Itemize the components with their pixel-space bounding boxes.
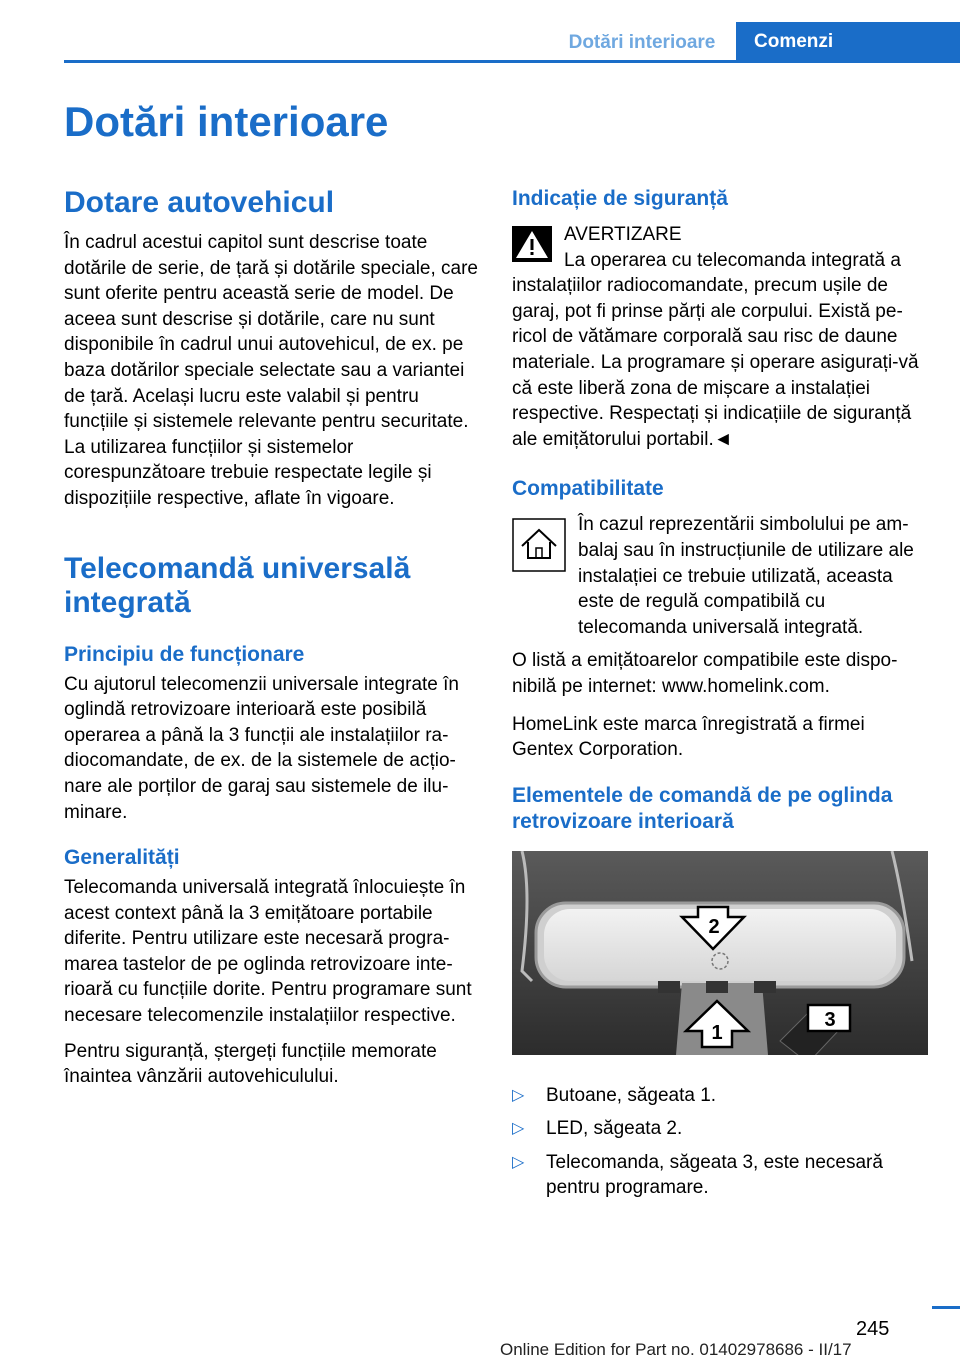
- page-title: Dotări interioare: [64, 98, 389, 145]
- list-item: ▷ Butoane, săgeata 1.: [512, 1083, 928, 1109]
- warning-title: AVERTIZARE: [564, 224, 682, 245]
- compatibility-text: În cazul reprezentării simbolului pe ambalaj sau în instrucțiunile de utilizare ale instalației ce trebuie utilizată, aceasta este de regulă compatibilă cu telecomanda universală integrată.: [578, 514, 914, 638]
- paragraph-safety: Pentru siguranță, ștergeți funcțiile memorate înaintea vânzării autovehiculului.: [64, 1040, 437, 1088]
- right-column: [512, 186, 928, 1209]
- figure-label-2: 2: [708, 915, 720, 938]
- header-tab-chapter: Comenzi: [736, 22, 960, 62]
- header-rule: [64, 60, 960, 63]
- warning-triangle-icon: [512, 226, 552, 262]
- paragraph-principle: Cu ajutorul telecomenzii universale integrate în oglindă retrovizoare interioară este posibilă operarea a până la 3 funcții ale instalațiilor radiocomandate, de ex. de la sistemele de acționare ale porților de garaj sau sistemele de iluminare.: [64, 673, 459, 823]
- warning-block: [512, 222, 928, 452]
- homelink-list-text: O listă a emițătoarelor compatibile este disponibilă pe internet: www.homelink.com.: [512, 650, 898, 697]
- bullet-triangle-icon: ▷: [512, 1086, 525, 1104]
- paragraph-general: Telecomanda universală integrată înlocuiește în acest context până la 3 emițătoare portabile diferite. Pentru utilizare este necesară programarea tastelor de pe oglinda retrovizoare interioară cu funcțiile dorite. Pentru programare sunt necesare telecomenzile instalațiilor respective.: [64, 877, 472, 1027]
- list-item: ▷ LED, săgeata 2.: [512, 1116, 928, 1142]
- home-compatibility-icon: [512, 518, 566, 572]
- bullet-triangle-icon: ▷: [512, 1120, 525, 1138]
- heading-equipment: Dotare autovehicul: [64, 186, 335, 219]
- trademark-text: HomeLink este marca înregistrată a firmei Gentex Corporation.: [512, 713, 865, 761]
- left-column: [64, 186, 482, 1090]
- mirror-figure: [512, 851, 928, 1055]
- heading-safety-note: Indicație de siguranță: [512, 187, 728, 210]
- controls-list: [512, 1083, 928, 1201]
- heading-controls: Elementele de comandă de pe oglinda retrovizoare interioară: [512, 783, 893, 833]
- heading-compatibility: Compatibilitate: [512, 477, 664, 501]
- heading-principle: Principiu de funcționare: [64, 642, 305, 666]
- paragraph-equipment: În cadrul acestui capitol sunt descrise toate dotările de serie, de țară și dotările speciale, care sunt oferite pentru această serie de model. De aceea sunt descrise și dotările, care nu sunt disponibile în cadrul unui autovehicul, de ex. pe baza dotărilor speciale selectate sau a variantei de țară. Același lucru este valabil și pentru funcțiile și sistemele relevante pentru securitate. La utilizarea funcțiilor și sistemelor corespunzătoare trebuie respectate legile și dispozițiile respective, aflate în vigoare.: [64, 232, 479, 509]
- footer-edition: Online Edition for Part no. 01402978686 - II/17: [500, 1340, 852, 1359]
- warning-text: La operarea cu telecomanda integrată a instalațiilor radiocomandate, precum ușile de garaj, pot fi prinse părți ale corpului. Există pericol de vătămare corporală sau risc de daune materiale. La programare și operare asigurați-vă că este liberă zona de mișcare a instalației respective. Respectați și indicațiile de siguranță ale emițătorului portabil.◄: [512, 249, 919, 450]
- list-item: ▷ Telecomanda, săgeata 3, este necesară pentru programare.: [512, 1151, 883, 1199]
- footer-rule: [932, 1306, 960, 1309]
- header-tab-section: Dotări interioare: [568, 32, 716, 53]
- compatibility-block: [512, 512, 928, 640]
- figure-label-1: 1: [711, 1021, 723, 1044]
- page-number: 245: [856, 1318, 890, 1340]
- heading-remote: Telecomandă universală integrată: [64, 551, 411, 619]
- heading-general: Generalități: [64, 846, 180, 870]
- figure-label-3: 3: [824, 1008, 836, 1031]
- bullet-triangle-icon: ▷: [512, 1153, 525, 1171]
